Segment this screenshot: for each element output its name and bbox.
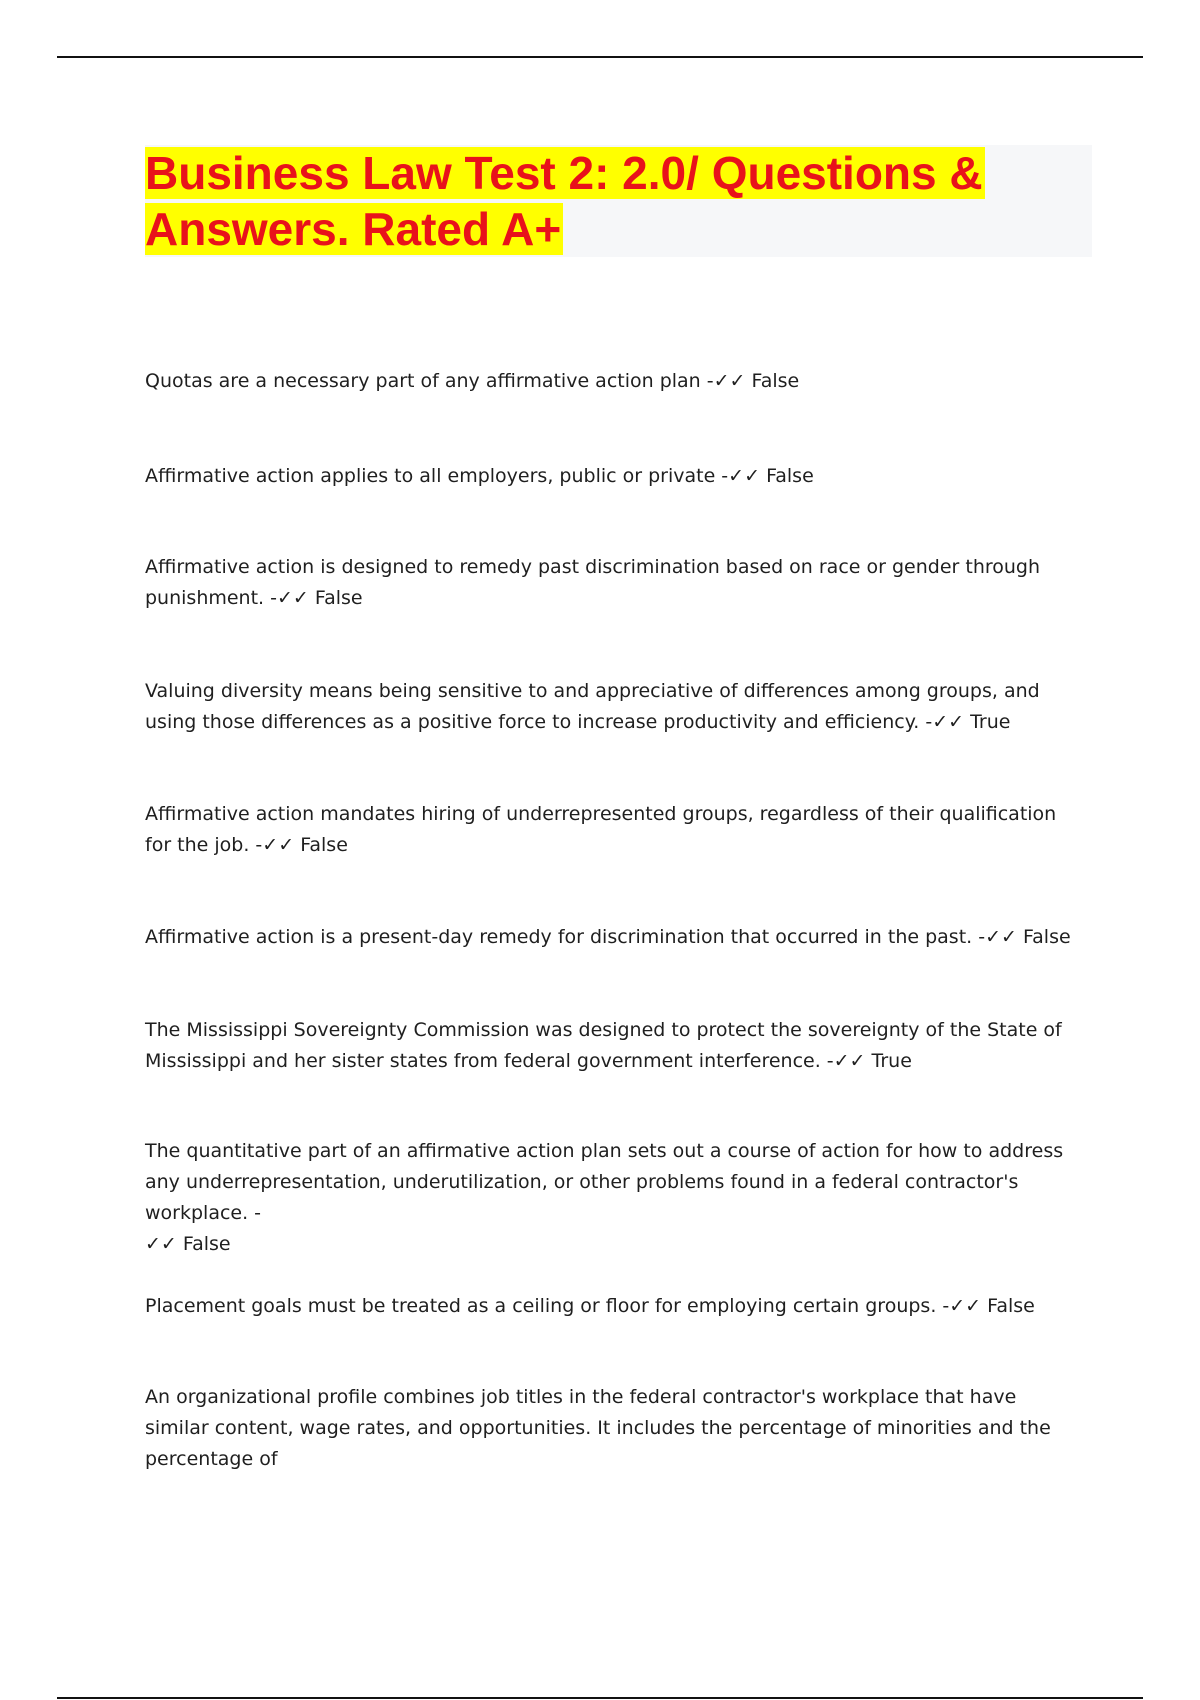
title-block [145,145,1092,257]
check-mark-icon: ✓✓ [728,465,761,487]
qa-item [145,1015,1085,1077]
qa-item [145,799,1085,861]
answer-text: True [871,1050,912,1072]
qa-item [145,922,1085,953]
check-mark-icon: ✓✓ [932,711,965,733]
question-text: The quantitative part of an affirmative action plan sets out a course of action for how to address any underrepresentation, underutilization, or other problems found in a federal contractor's workplace. - [145,1140,1064,1224]
answer-text: False [766,465,814,487]
question-text: Quotas are a necessary part of any affirmative action plan - [145,370,714,392]
qa-item [145,366,1085,397]
answer-text: False [987,1295,1035,1317]
question-text: Affirmative action is designed to remedy past discrimination based on race or gender through punishment. - [145,556,1041,609]
top-rule [57,56,1143,58]
question-text: Affirmative action mandates hiring of underrepresented groups, regardless of their qualification for the job. - [145,803,1057,856]
qa-item [145,1382,1085,1475]
check-mark-icon: ✓✓ [277,587,309,609]
answer-text: True [970,711,1011,733]
answer-text: False [300,834,348,856]
check-mark-icon: ✓✓ [949,1295,982,1317]
qa-item [145,676,1085,738]
check-mark-icon: ✓✓ [262,834,295,856]
qa-item [145,1291,1085,1322]
document-title [145,145,1092,257]
answer-text: False [1022,926,1071,948]
qa-item [145,1136,1085,1260]
answer-text: False [182,1233,231,1255]
question-text: Affirmative action applies to all employers, public or private - [145,465,729,487]
question-text: Affirmative action is a present-day remedy for discrimination that occurred in the past. - [145,926,986,948]
bottom-rule [57,1697,1143,1699]
title-line-2: Answers. Rated A+ [145,203,562,255]
answer-text: False [751,370,800,392]
check-mark-icon: ✓✓ [145,1233,177,1255]
question-text: The Mississippi Sovereignty Commission was designed to protect the sovereignty of the State of Mississippi and her sister states from federal government interference. - [145,1019,1062,1072]
answer-text: False [314,587,363,609]
check-mark-icon: ✓✓ [713,370,746,392]
question-text: Valuing diversity means being sensitive to and appreciative of differences among groups, and using those differences as a positive force to increase productivity and efficiency. - [145,680,1040,733]
check-mark-icon: ✓✓ [985,926,1017,948]
qa-item [145,552,1085,614]
question-text: An organizational profile combines job titles in the federal contractor's workplace that have similar content, wage rates, and opportunities. It includes the percentage of minorities and the percentage of [145,1386,1051,1470]
title-line-1: Business Law Test 2: 2.0/ Questions & [145,147,983,199]
question-text: Placement goals must be treated as a ceiling or floor for employing certain groups. - [145,1295,950,1317]
qa-item [145,461,1085,492]
check-mark-icon: ✓✓ [833,1050,866,1072]
